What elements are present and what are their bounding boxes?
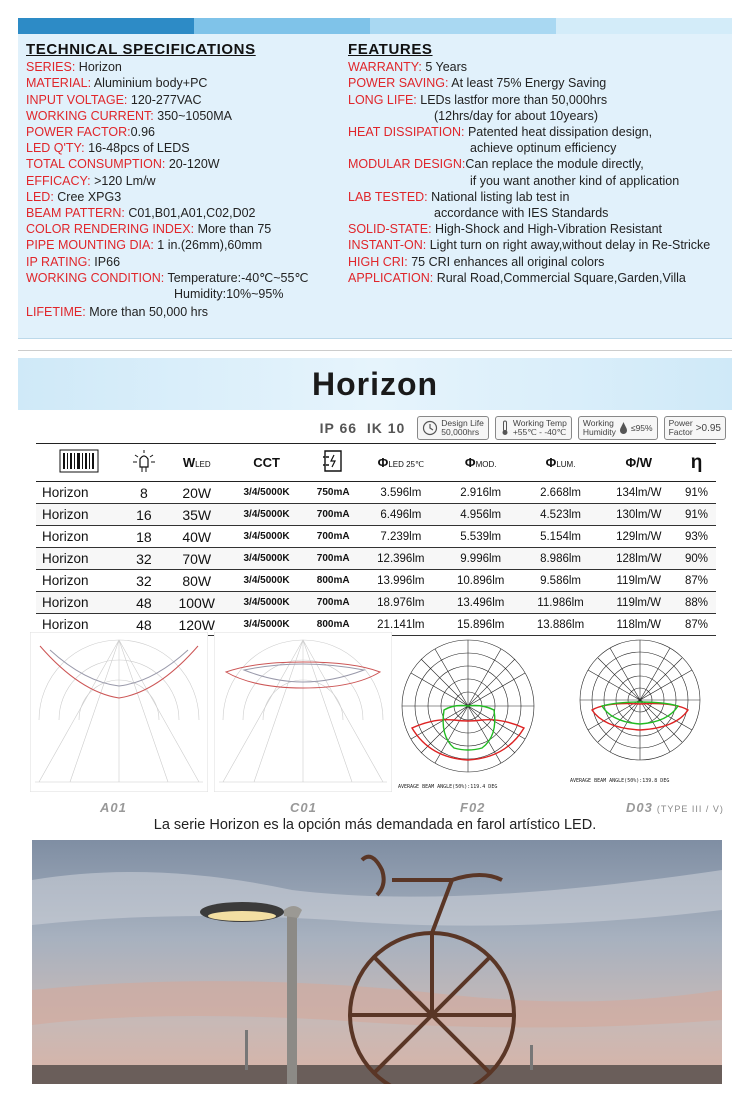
feature-modular-2: if you want another kind of application <box>470 173 680 188</box>
cell-cct: 3/4/5000K <box>228 548 306 570</box>
feature-high-cri: HIGH CRI: 75 CRI enhances all original colors <box>348 254 605 269</box>
cell-led: 13.996lm <box>361 570 441 592</box>
photometric-d03-diagram <box>566 632 726 794</box>
cell-ma: 700mA <box>306 526 361 548</box>
cell-eta: 87% <box>677 614 716 636</box>
feature-long-life: LONG LIFE: LEDs lastfor more than 50,000hrs <box>348 92 608 107</box>
cell-mod: 2.916lm <box>441 482 521 504</box>
spec-item: COLOR RENDERING INDEX: More than 75 <box>26 222 272 237</box>
specifications-panel <box>18 34 732 339</box>
cell-cct: 3/4/5000K <box>228 482 306 504</box>
spec-item: EFFICACY: >120 Lm/w <box>26 173 156 188</box>
feature-heat: HEAT DISSIPATION: Patented heat dissipation design, <box>348 125 653 140</box>
cell-w: 70W <box>166 548 228 570</box>
feature-warranty: WARRANTY: 5 Years <box>348 60 468 75</box>
efficacy-column-header: Φ/W <box>600 444 677 482</box>
cell-mod: 4.956lm <box>441 504 521 526</box>
cell-led: 7.239lm <box>361 526 441 548</box>
features-title: FEATURES <box>348 41 433 58</box>
cell-eff: 119lm/W <box>600 570 677 592</box>
lifetime-line: LIFETIME: More than 50,000 hrs <box>26 305 209 320</box>
label-f02: F02 <box>460 800 486 815</box>
barcode-icon <box>59 449 99 473</box>
cell-eff: 128lm/W <box>600 548 677 570</box>
cell-leds: 48 <box>122 614 166 636</box>
table-row <box>36 548 716 570</box>
cell-lum: 13.886lm <box>521 614 601 636</box>
luminaire-flux-column-header: ΦLUM. <box>521 444 601 482</box>
cell-ma: 700mA <box>306 504 361 526</box>
led-bulb-icon <box>131 449 157 473</box>
cell-eff: 134lm/W <box>600 482 677 504</box>
cell-led: 6.496lm <box>361 504 441 526</box>
spec-item: PIPE MOUNTING DIA: 1 in.(26mm),60mm <box>26 238 263 253</box>
cell-w: 40W <box>166 526 228 548</box>
cell-ma: 800mA <box>306 614 361 636</box>
cell-leds: 8 <box>122 482 166 504</box>
led-flux-column-header: ΦLED 25℃ <box>361 444 441 482</box>
label-c01: C01 <box>290 800 317 815</box>
spec-item: SERIES: Horizon <box>26 60 122 75</box>
design-life-badge: Design Life 50,000hrs <box>417 416 489 440</box>
cell-mod: 5.539lm <box>441 526 521 548</box>
spec-item: LED: Cree XPG3 <box>26 189 122 204</box>
rating-row <box>320 414 726 442</box>
cell-w: 35W <box>166 504 228 526</box>
cell-cct: 3/4/5000K <box>228 592 306 614</box>
feature-power-saving: POWER SAVING: At least 75% Energy Saving <box>348 76 607 91</box>
table-row <box>36 526 716 548</box>
power-factor-badge: Power Factor >0.95 <box>664 416 726 440</box>
cell-cct: 3/4/5000K <box>228 526 306 548</box>
spec-list <box>26 59 346 286</box>
technical-specifications <box>26 42 346 320</box>
cell-leds: 18 <box>122 526 166 548</box>
cell-ma: 700mA <box>306 548 361 570</box>
feature-lab: LAB TESTED: National listing lab test in <box>348 189 570 204</box>
product-title: Horizon <box>311 366 439 402</box>
driver-icon <box>322 448 344 474</box>
cell-lum: 11.986lm <box>521 592 601 614</box>
cell-w: 120W <box>166 614 228 636</box>
cell-leds: 32 <box>122 570 166 592</box>
table-row <box>36 570 716 592</box>
cell-name: Horizon <box>36 592 122 614</box>
cell-eta: 93% <box>677 526 716 548</box>
cell-eta: 91% <box>677 504 716 526</box>
photometric-diagrams <box>28 632 728 815</box>
cell-lum: 5.154lm <box>521 526 601 548</box>
cell-eff: 130lm/W <box>600 504 677 526</box>
cell-eff: 129lm/W <box>600 526 677 548</box>
f02-beam-angle-note: AVERAGE BEAM ANGLE(50%):119.4 DEG <box>398 784 498 790</box>
feature-long-life-2: (12hrs/day for about 10years) <box>434 108 598 123</box>
spec-item: TOTAL CONSUMPTION: 20-120W <box>26 157 220 172</box>
feature-instant-on: INSTANT-ON: Light turn on right away,without delay in Re-Stricke <box>348 238 711 253</box>
table-row <box>36 482 716 504</box>
cell-eff: 118lm/W <box>600 614 677 636</box>
cell-eta: 88% <box>677 592 716 614</box>
spec-item: WORKING CONDITION: Temperature:-40℃~55℃ <box>26 270 309 285</box>
led-count-column-header <box>122 444 166 482</box>
cell-leds: 16 <box>122 504 166 526</box>
cell-leds: 48 <box>122 592 166 614</box>
cell-name: Horizon <box>36 614 122 636</box>
spec-item: WORKING CURRENT: 350~1050MA <box>26 108 232 123</box>
cell-name: Horizon <box>36 482 122 504</box>
efficiency-column-header: η <box>677 444 716 482</box>
module-flux-column-header: ΦMOD. <box>441 444 521 482</box>
cell-eta: 90% <box>677 548 716 570</box>
cell-name: Horizon <box>36 504 122 526</box>
clock-icon <box>422 420 438 436</box>
cell-ma: 750mA <box>306 482 361 504</box>
cell-cct: 3/4/5000K <box>228 570 306 592</box>
cell-lum: 2.668lm <box>521 482 601 504</box>
wattage-column-header: WLED <box>166 444 228 482</box>
feature-heat-2: achieve optinum efficiency <box>470 141 617 156</box>
spec-table <box>36 443 716 636</box>
spec-item: LED Q'TY: 16-48pcs of LEDS <box>26 141 190 156</box>
street-lamp-photo <box>32 840 722 1084</box>
cell-ma: 800mA <box>306 570 361 592</box>
droplet-icon <box>619 421 628 435</box>
spec-item: INPUT VOLTAGE: 120-277VAC <box>26 92 202 107</box>
caption: La serie Horizon es la opción más demandada en farol artístico LED. <box>153 817 597 833</box>
d03-beam-angle-note: AVERAGE BEAM ANGLE(50%):139.8 DEG <box>570 778 670 784</box>
cell-lum: 8.986lm <box>521 548 601 570</box>
table-row <box>36 592 716 614</box>
cell-ma: 700mA <box>306 592 361 614</box>
feature-lab-2: accordance with IES Standards <box>434 206 609 221</box>
cell-mod: 13.496lm <box>441 592 521 614</box>
cct-column-header: CCT <box>228 444 306 482</box>
working-humidity-badge: Working Humidity ≤95% <box>578 416 658 440</box>
cell-name: Horizon <box>36 570 122 592</box>
top-color-bar <box>18 18 732 34</box>
cell-led: 21.141lm <box>361 614 441 636</box>
photometric-f02-diagram <box>394 632 554 794</box>
thermometer-icon <box>500 420 510 436</box>
cell-cct: 3/4/5000K <box>228 614 306 636</box>
feature-application: APPLICATION: Rural Road,Commercial Square,Garden,Villa <box>348 270 686 285</box>
cell-led: 18.976lm <box>361 592 441 614</box>
cell-w: 20W <box>166 482 228 504</box>
spec-item: IP RATING: IP66 <box>26 254 121 269</box>
cell-cct: 3/4/5000K <box>228 504 306 526</box>
model-column-header <box>36 444 122 482</box>
humidity-line: Humidity:10%~95% <box>174 287 284 302</box>
label-d03: D03 (TYPE III / V) <box>626 800 724 815</box>
cell-eff: 119lm/W <box>600 592 677 614</box>
section-divider <box>18 350 732 351</box>
ip-rating: IP 66 IK 10 <box>319 420 406 436</box>
working-temp-badge: Working Temp +55℃ - -40℃ <box>495 416 572 440</box>
cell-name: Horizon <box>36 526 122 548</box>
cell-lum: 9.586lm <box>521 570 601 592</box>
cell-led: 12.396lm <box>361 548 441 570</box>
cell-eta: 91% <box>677 482 716 504</box>
specs-title: TECHNICAL SPECIFICATIONS <box>26 41 256 58</box>
cell-eta: 87% <box>677 570 716 592</box>
spec-item: BEAM PATTERN: C01,B01,A01,C02,D02 <box>26 206 256 221</box>
table-row <box>36 504 716 526</box>
features <box>348 42 728 286</box>
cell-name: Horizon <box>36 548 122 570</box>
current-column-header <box>306 444 361 482</box>
label-a01: A01 <box>100 800 127 815</box>
cell-mod: 9.996lm <box>441 548 521 570</box>
cell-w: 100W <box>166 592 228 614</box>
cell-lum: 4.523lm <box>521 504 601 526</box>
cell-mod: 10.896lm <box>441 570 521 592</box>
cell-mod: 15.896lm <box>441 614 521 636</box>
feature-solid-state: SOLID-STATE: High-Shock and High-Vibration Resistant <box>348 222 663 237</box>
photometric-c01-diagram <box>214 632 392 792</box>
feature-modular: MODULAR DESIGN:Can replace the module directly, <box>348 157 644 172</box>
cell-w: 80W <box>166 570 228 592</box>
photometric-a01-diagram <box>30 632 208 792</box>
spec-item: POWER FACTOR:0.96 <box>26 125 155 140</box>
cell-led: 3.596lm <box>361 482 441 504</box>
spec-item: MATERIAL: Aluminium body+PC <box>26 76 208 91</box>
cell-leds: 32 <box>122 548 166 570</box>
product-panel <box>18 358 732 1088</box>
